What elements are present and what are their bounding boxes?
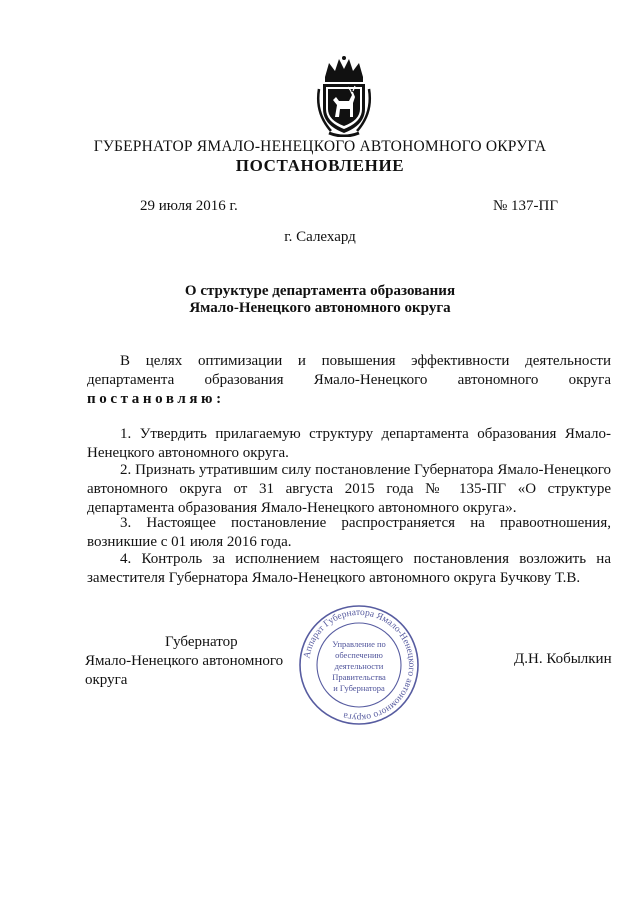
stamp-inner-line-4: Правительства bbox=[332, 672, 386, 682]
stamp-inner-line-5: и Губернатора bbox=[333, 683, 385, 693]
stamp-outer-text: Аппарат Губернатора Ямало-Ненецкого автономного округа bbox=[302, 607, 417, 723]
stamp-inner-line-3: деятельности bbox=[334, 661, 384, 671]
item-2-first-line: 2. Признать утратившим силу постановление Губернатора Ямало-Ненецкого bbox=[120, 462, 611, 478]
document-date: 29 июля 2016 г. bbox=[140, 198, 238, 214]
item-4-first-line: 4. Контроль за исполнением настоящего постановления возложить на bbox=[120, 551, 611, 567]
coat-of-arms-emblem bbox=[315, 55, 373, 137]
stamp-inner-line-1: Управление по bbox=[332, 639, 386, 649]
item-1-first-line: 1. Утвердить прилагаемую структуру департамента образования Ямало- bbox=[120, 426, 611, 442]
document-title bbox=[0, 283, 640, 317]
title-line-2: Ямало-Ненецкого автономного округа bbox=[189, 300, 451, 316]
document-type-heading: ПОСТАНОВЛЕНИЕ bbox=[235, 156, 405, 175]
resolution-item-4 bbox=[87, 550, 611, 588]
resolution-item-2 bbox=[87, 461, 611, 518]
item-3-first-line: 3. Настоящее постановление распространяется на правоотношения, bbox=[120, 515, 611, 531]
item-3-rest: возникшие с 01 июля 2016 года. bbox=[87, 534, 292, 550]
signatory-position-line-1: Губернатор bbox=[165, 634, 238, 650]
title-line-1: О структуре департамента образования bbox=[184, 283, 456, 299]
resolution-item-1 bbox=[87, 425, 611, 463]
signatory-name: Д.Н. Кобылкин bbox=[514, 651, 612, 667]
document-city: г. Салехард bbox=[284, 229, 356, 245]
resolution-keyword: постановляю: bbox=[87, 391, 225, 407]
resolution-item-3 bbox=[87, 514, 611, 552]
stamp-inner-line-2: обеспечению bbox=[335, 650, 383, 660]
item-2-rest: автономного округа от 31 августа 2015 года № 135-ПГ «О структуре департамента образования Ямало-Ненецкого автономного округа». bbox=[87, 481, 611, 516]
preamble-line-1: В целях оптимизации и повышения эффективности деятельности bbox=[120, 353, 611, 369]
signatory-position bbox=[85, 633, 325, 690]
item-4-rest: заместителя Губернатора Ямало-Ненецкого автономного округа Бучкову Т.В. bbox=[87, 570, 581, 586]
document-number: № 137-ПГ bbox=[493, 198, 559, 214]
official-stamp bbox=[297, 603, 421, 727]
item-1-rest: Ненецкого автономного округа. bbox=[87, 445, 289, 461]
signatory-position-line-2: Ямало-Ненецкого автономного округа bbox=[85, 653, 284, 688]
preamble-paragraph bbox=[87, 352, 611, 409]
issuer-heading: ГУБЕРНАТОР ЯМАЛО-НЕНЕЦКОГО АВТОНОМНОГО ОКРУГА bbox=[93, 138, 547, 155]
preamble-line-2: департамента образования Ямало-Ненецкого автономного округа bbox=[87, 372, 611, 388]
